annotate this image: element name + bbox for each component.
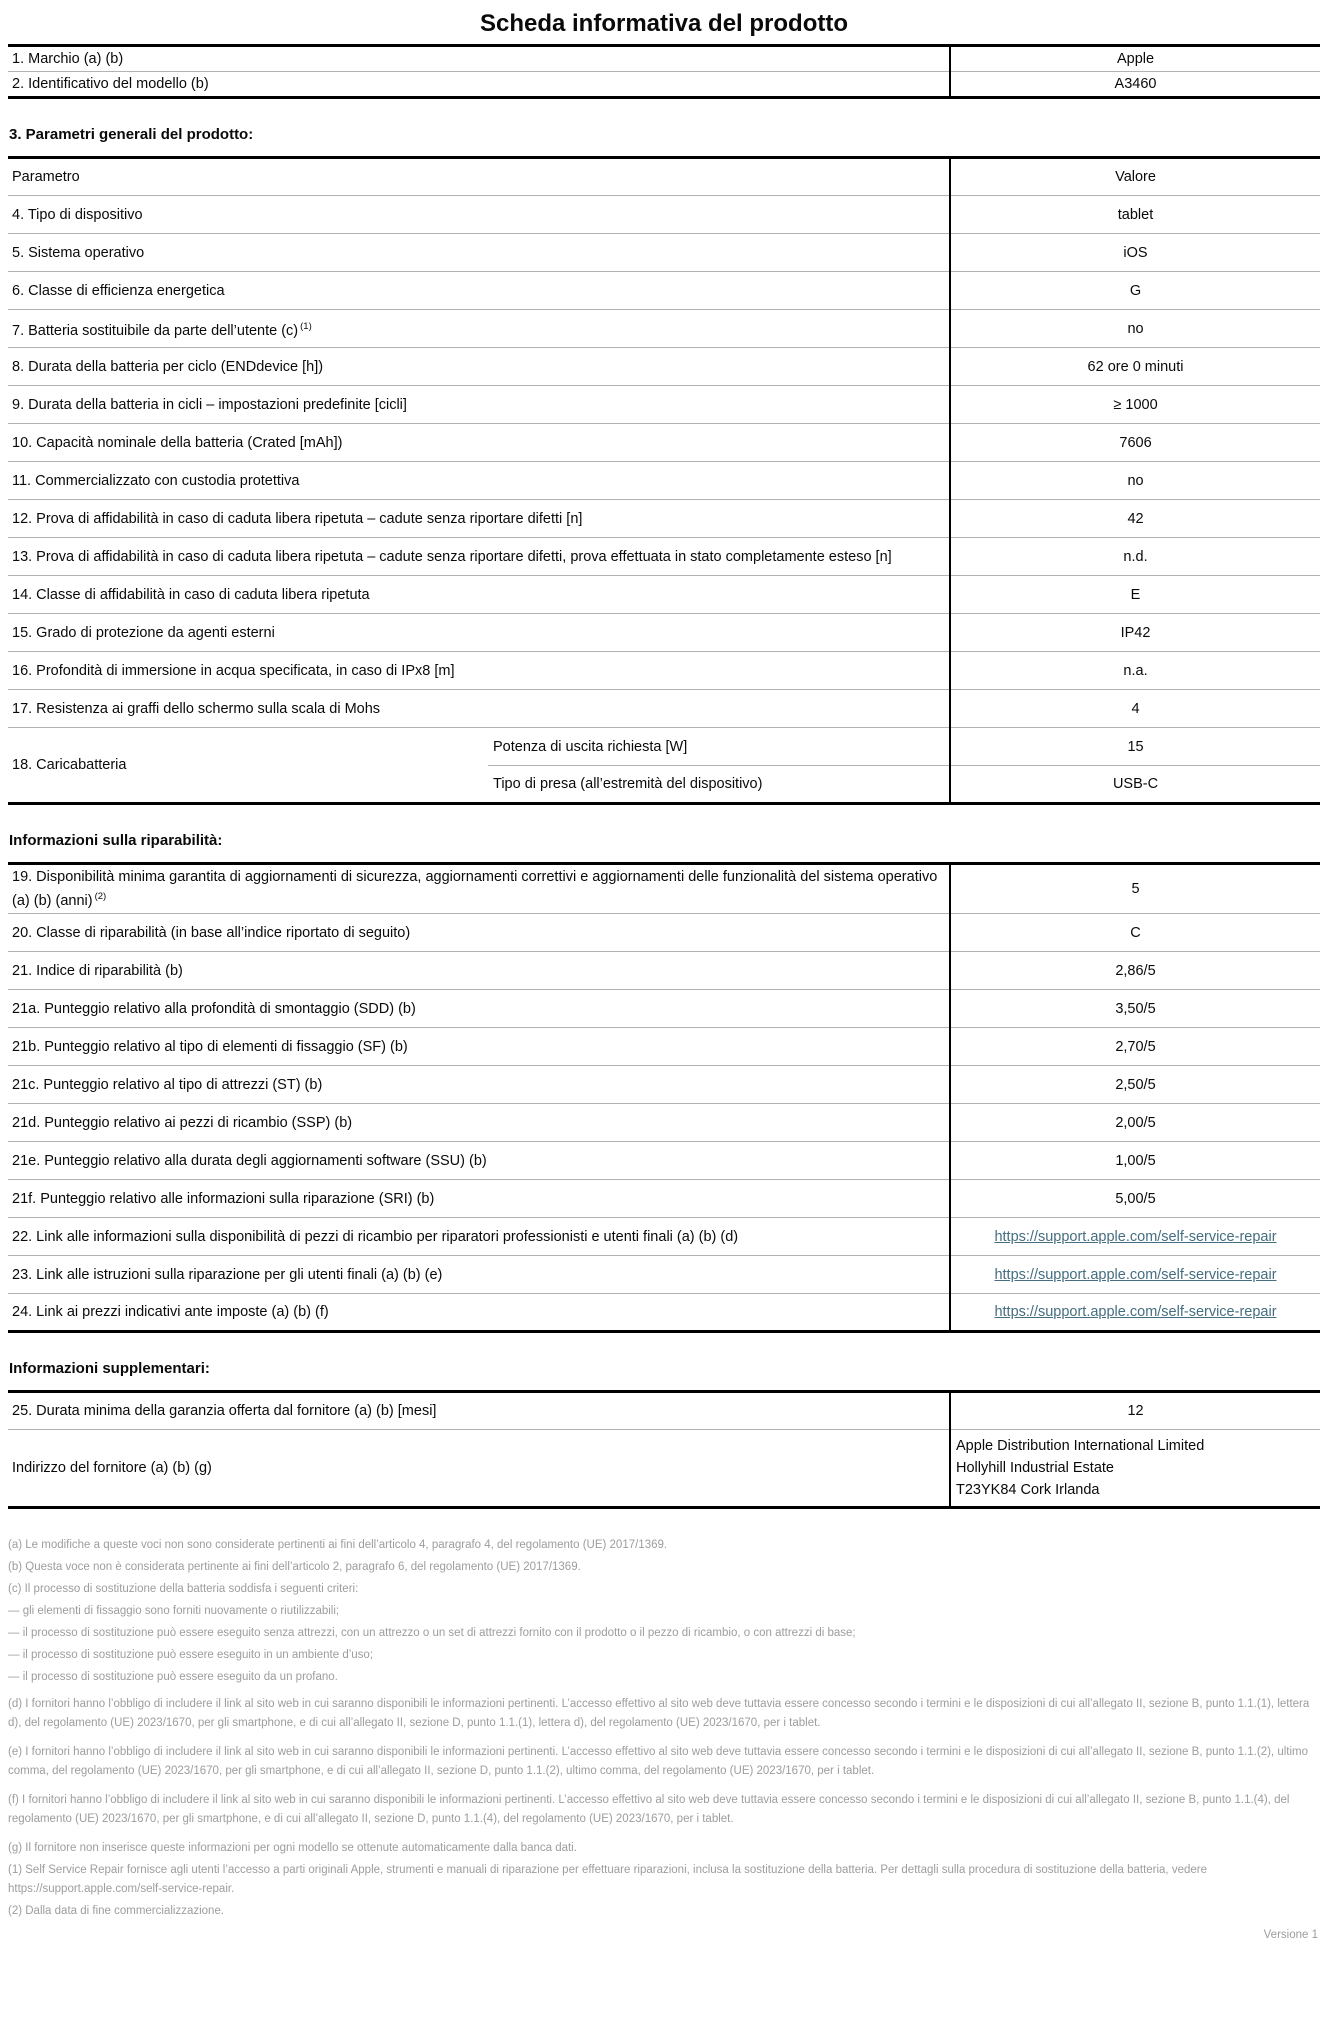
value-cell: [950, 462, 1320, 500]
param-cell: [8, 500, 950, 538]
param-cell: [8, 576, 950, 614]
footnote-text: (c) Il processo di sostituzione della batteria soddisfa i seguenti criteri:: [8, 1583, 359, 1596]
value-text: 1,00/5: [1115, 1152, 1156, 1169]
param-label: 25. Durata minima della garanzia offerta dal fornitore (a) (b) [mesi]: [12, 1403, 437, 1420]
table-row: [8, 72, 1320, 98]
sub-param-cell: [488, 766, 950, 804]
footnote: [8, 1624, 1320, 1643]
table-row: [8, 424, 1320, 462]
footnote-text: — il processo di sostituzione può essere eseguito in un ambiente d’uso;: [8, 1649, 374, 1662]
param-label: 21c. Punteggio relativo al tipo di attrezzi (ST) (b): [12, 1076, 323, 1093]
value-cell: [950, 538, 1320, 576]
general-parameters-table: [8, 156, 1320, 805]
footnote-text: (2) Dalla data di fine commercializzazione.: [8, 1905, 225, 1918]
footnotes-block: [8, 1536, 1320, 1921]
sub-param-label: Potenza di uscita richiesta [W]: [493, 738, 688, 755]
table-row: [8, 462, 1320, 500]
footnote-text: — gli elementi di fissaggio sono forniti nuovamente o riutilizzabili;: [8, 1605, 340, 1618]
param-label: 20. Classe di riparabilità (in base all’indice riportato di seguito): [12, 924, 411, 941]
value-cell: [950, 386, 1320, 424]
table-row: [8, 500, 1320, 538]
table-row: [8, 310, 1320, 348]
value-cell: [950, 310, 1320, 348]
value-cell: [950, 1430, 1320, 1508]
value-cell: [950, 46, 1320, 72]
value-text: no: [1127, 472, 1144, 489]
param-label: 8. Durata della batteria per ciclo (ENDdevice [h]): [12, 358, 324, 375]
param-cell: [8, 386, 950, 424]
table-row: [8, 1392, 1320, 1430]
value-text: 3,50/5: [1115, 1000, 1156, 1017]
param-cell: [8, 914, 950, 952]
value-text: 2,00/5: [1115, 1114, 1156, 1131]
param-label: 21e. Punteggio relativo alla durata degli aggiornamenti software (SSU) (b): [12, 1152, 487, 1169]
value-text: ≥ 1000: [1113, 396, 1158, 413]
param-label: 4. Tipo di dispositivo: [12, 206, 143, 223]
param-label: 11. Commercializzato con custodia protettiva: [12, 472, 300, 489]
value-text: 12: [1127, 1403, 1144, 1420]
footnote-text: — il processo di sostituzione può essere eseguito senza attrezzi, con un attrezzo o un set di attrezzi fornito con il prodotto o il pezzo di ricambio, o con attrezzi di base;: [8, 1627, 856, 1640]
param-cell: [8, 348, 950, 386]
value-cell: [950, 576, 1320, 614]
footnote: [8, 1861, 1320, 1899]
param-label: 21b. Punteggio relativo al tipo di elementi di fissaggio (SF) (b): [12, 1038, 408, 1055]
value-text: Valore: [1115, 169, 1156, 186]
value-text: 5: [1131, 881, 1140, 898]
value-text: 7606: [1119, 434, 1152, 451]
sub-param-cell: [488, 728, 950, 766]
value-cell: [950, 348, 1320, 386]
footnote: [8, 1602, 1320, 1621]
param-cell: [8, 272, 950, 310]
value-text: A3460: [1114, 76, 1157, 93]
param-cell: [8, 196, 950, 234]
page-title: Scheda informativa del prodotto: [479, 10, 849, 37]
value-cell: [950, 1294, 1320, 1332]
param-cell: [8, 952, 950, 990]
param-cell: [8, 1256, 950, 1294]
value-text: iOS: [1123, 244, 1148, 261]
table-row: [8, 272, 1320, 310]
value-cell: [950, 690, 1320, 728]
param-cell: [8, 310, 950, 348]
value-text: n.d.: [1123, 548, 1148, 565]
footnote: [8, 1743, 1320, 1781]
param-label: 16. Profondità di immersione in acqua specificata, in caso di IPx8 [m]: [12, 662, 455, 679]
table-row: [8, 158, 1320, 196]
value-cell: [950, 500, 1320, 538]
table-row: [8, 914, 1320, 952]
product-info-sheet: [0, 11, 1328, 1941]
param-cell: [8, 234, 950, 272]
value-cell: [950, 1218, 1320, 1256]
footnote-text: (b) Questa voce non è considerata pertinente ai fini dell’articolo 2, paragrafo 6, del regolamento (UE) 2017/1369.: [8, 1561, 581, 1574]
value-text: 2,50/5: [1115, 1076, 1156, 1093]
support-repair-link[interactable]: https://support.apple.com/self-service-repair: [994, 1228, 1277, 1245]
table-row: [8, 652, 1320, 690]
param-cell: [8, 1104, 950, 1142]
table-row: [8, 46, 1320, 72]
table-row: [8, 196, 1320, 234]
param-cell: [8, 1392, 950, 1430]
param-cell: [8, 1028, 950, 1066]
table-row: [8, 576, 1320, 614]
sub-param-label: Tipo di presa (all’estremità del dispositivo): [493, 776, 763, 793]
value-cell: [950, 952, 1320, 990]
footnote: [8, 1695, 1320, 1733]
table-row-charger: [8, 728, 1320, 766]
footnote: [8, 1536, 1320, 1555]
param-label: 13. Prova di affidabilità in caso di caduta libera ripetuta – cadute senza riportare difetti, prova effettuata in stato completamente esteso [n]: [12, 548, 892, 565]
value-text: IP42: [1120, 624, 1151, 641]
table-row: [8, 1142, 1320, 1180]
support-repair-link[interactable]: https://support.apple.com/self-service-repair: [994, 1266, 1277, 1283]
table-row: [8, 690, 1320, 728]
value-text: Apple: [1116, 51, 1155, 68]
value-text: 2,70/5: [1115, 1038, 1156, 1055]
param-label: 22. Link alle informazioni sulla disponibilità di pezzi di ricambio per riparatori professionisti e utenti finali (a) (b) (d): [12, 1228, 739, 1245]
value-text: E: [1130, 586, 1141, 603]
footnote-text: — il processo di sostituzione può essere eseguito da un profano.: [8, 1671, 338, 1684]
table-row: [8, 864, 1320, 914]
value-cell: [950, 990, 1320, 1028]
param-label: Indirizzo del fornitore (a) (b) (g): [12, 1460, 212, 1477]
table-row: [8, 1256, 1320, 1294]
value-cell: [950, 1392, 1320, 1430]
param-label: 5. Sistema operativo: [12, 244, 145, 261]
value-cell: [950, 1028, 1320, 1066]
footnote: [8, 1902, 1320, 1921]
footnote-text: (1) Self Service Repair fornisce agli utenti l’accesso a parti originali Apple, strumenti e manuali di riparazione per effettuare riparazioni, inclusa la sostituzione della batteria. Per dettagli sulla procedura di sostituzione della batteria, vedere https://support.apple.com/self-service-repair.: [8, 1864, 1207, 1896]
param-label: 10. Capacità nominale della batteria (Crated [mAh]): [12, 434, 343, 451]
param-label: Parametro: [12, 169, 80, 186]
repairability-table: [8, 862, 1320, 1333]
footnote-text: (g) Il fornitore non inserisce queste informazioni per ogni modello se ottenute automaticamente dalla banca dati.: [8, 1842, 577, 1855]
value-cell: [950, 234, 1320, 272]
table-row: [8, 1066, 1320, 1104]
param-cell: [8, 864, 950, 914]
param-label: 15. Grado di protezione da agenti esterni: [12, 624, 275, 641]
value-cell: [950, 424, 1320, 462]
value-text: tablet: [1117, 206, 1154, 223]
param-cell: [8, 990, 950, 1028]
param-label: 6. Classe di efficienza energetica: [12, 282, 225, 299]
value-cell: [950, 272, 1320, 310]
table-row: [8, 1028, 1320, 1066]
table-row: [8, 1218, 1320, 1256]
param-cell: [8, 462, 950, 500]
table-row: [8, 1104, 1320, 1142]
value-text: n.a.: [1123, 662, 1148, 679]
value-text: 15: [1127, 738, 1144, 755]
param-label: 19. Disponibilità minima garantita di aggiornamenti di sicurezza, aggiornamenti correttivi e aggiornamenti delle funzionalità del sistema operativo (a) (b) (anni): [12, 869, 938, 910]
value-cell: [950, 914, 1320, 952]
footnote-text: (f) I fornitori hanno l’obbligo di includere il link al sito web in cui saranno disponibili le informazioni pertinenti. L’accesso effettivo al sito web deve tuttavia essere concesso secondo i termini e le disposizioni di cui all’allegato II, sezione B, punto 1.1.(4), del regolamento (UE) 2023/1670, per gli smartphone, e di cui all’allegato II, sezione D, punto 1.1.(4), del regolamento (UE) 2023/1670, per i tablet.: [8, 1794, 1290, 1826]
value-cell: [950, 1256, 1320, 1294]
param-label: 14. Classe di affidabilità in caso di caduta libera ripetuta: [12, 586, 370, 603]
param-cell: [8, 728, 488, 804]
param-label: 21f. Punteggio relativo alle informazioni sulla riparazione (SRI) (b): [12, 1190, 435, 1207]
footnote: [8, 1839, 1320, 1858]
section-general-heading: 3. Parametri generali del prodotto:: [9, 126, 254, 144]
value-cell: [950, 864, 1320, 914]
value-text: 2,86/5: [1115, 962, 1156, 979]
table-row: [8, 1430, 1320, 1508]
value-text: 4: [1131, 700, 1140, 717]
param-cell: [8, 538, 950, 576]
param-cell: [8, 158, 950, 196]
footnote: [8, 1791, 1320, 1829]
footnote-ref: (1): [300, 320, 312, 332]
value-cell: [950, 728, 1320, 766]
value-text: 62 ore 0 minuti: [1087, 358, 1184, 375]
param-label: 21. Indice di riparabilità (b): [12, 962, 183, 979]
value-text: G: [1129, 282, 1142, 299]
param-label: 18. Caricabatteria: [12, 757, 127, 774]
section-supplementary-heading: Informazioni supplementari:: [9, 1360, 210, 1378]
table-row: [8, 234, 1320, 272]
table-row: [8, 348, 1320, 386]
param-cell: [8, 424, 950, 462]
address-line: Hollyhill Industrial Estate: [956, 1460, 1114, 1477]
param-label: 7. Batteria sostituibile da parte dell’utente (c): [12, 322, 299, 339]
version-label: Versione 1: [1263, 1929, 1318, 1942]
section-repairability-heading: Informazioni sulla riparabilità:: [9, 832, 223, 850]
value-text: USB-C: [1112, 776, 1159, 793]
param-cell: [8, 614, 950, 652]
value-cell: [950, 652, 1320, 690]
value-cell: [950, 1180, 1320, 1218]
table-row: [8, 386, 1320, 424]
footnote: [8, 1668, 1320, 1687]
footnote: [8, 1558, 1320, 1577]
identification-table: [8, 44, 1320, 99]
value-cell: [950, 196, 1320, 234]
table-row: [8, 990, 1320, 1028]
footnote-ref: (2): [94, 891, 107, 903]
param-label: 21a. Punteggio relativo alla profondità di smontaggio (SDD) (b): [12, 1000, 416, 1017]
param-label: 12. Prova di affidabilità in caso di caduta libera ripetuta – cadute senza riportare difetti [n]: [12, 510, 583, 527]
param-cell: [8, 46, 950, 72]
footnote: [8, 1580, 1320, 1599]
param-label: 24. Link ai prezzi indicativi ante imposte (a) (b) (f): [12, 1304, 329, 1321]
table-row: [8, 1180, 1320, 1218]
address-line: Apple Distribution International Limited: [956, 1438, 1205, 1455]
value-cell: [950, 72, 1320, 98]
support-repair-link[interactable]: https://support.apple.com/self-service-repair: [994, 1304, 1277, 1321]
param-cell: [8, 652, 950, 690]
param-cell: [8, 690, 950, 728]
footnote: [8, 1646, 1320, 1665]
value-cell: [950, 1066, 1320, 1104]
footnote-text: (e) I fornitori hanno l’obbligo di includere il link al sito web in cui saranno disponibili le informazioni pertinenti. L’accesso effettivo al sito web deve tuttavia essere concesso secondo i termini e le disposizioni di cui all’allegato II, sezione B, punto 1.1.(2), ultimo comma, del regolamento (UE) 2023/1670, per gli smartphone, e di cui all’allegato II, sezione D, punto 1.1.(2), ultimo comma, del regolamento (UE) 2023/1670, per i tablet.: [8, 1746, 1308, 1778]
table-row: [8, 952, 1320, 990]
param-cell: [8, 1218, 950, 1256]
value-cell: [950, 766, 1320, 804]
param-label: 2. Identificativo del modello (b): [12, 76, 209, 93]
param-label: 17. Resistenza ai graffi dello schermo sulla scala di Mohs: [12, 700, 381, 717]
param-label: 23. Link alle istruzioni sulla riparazione per gli utenti finali (a) (b) (e): [12, 1266, 443, 1283]
param-cell: [8, 1294, 950, 1332]
supplementary-table: [8, 1390, 1320, 1509]
table-row: [8, 614, 1320, 652]
value-text: 5,00/5: [1115, 1190, 1156, 1207]
value-cell: [950, 614, 1320, 652]
param-label: 1. Marchio (a) (b): [12, 51, 124, 68]
param-cell: [8, 72, 950, 98]
param-label: 9. Durata della batteria in cicli – impostazioni predefinite [cicli]: [12, 396, 407, 413]
value-text: 42: [1127, 510, 1144, 527]
param-label: 21d. Punteggio relativo ai pezzi di ricambio (SSP) (b): [12, 1114, 353, 1131]
param-cell: [8, 1066, 950, 1104]
param-cell: [8, 1430, 950, 1508]
footnote-text: (d) I fornitori hanno l’obbligo di includere il link al sito web in cui saranno disponibili le informazioni pertinenti. L’accesso effettivo al sito web deve tuttavia essere concesso secondo i termini e le disposizioni di cui all’allegato II, sezione B, punto 1.1.(1), lettera d), del regolamento (UE) 2023/1670, per gli smartphone, e di cui all’allegato II, sezione D, punto 1.1.(1), lettera d), del regolamento (UE) 2023/1670, per i tablet.: [8, 1698, 1310, 1730]
param-cell: [8, 1180, 950, 1218]
value-cell: [950, 1142, 1320, 1180]
footnote-text: (a) Le modifiche a queste voci non sono considerate pertinenti ai fini dell’articolo 4, paragrafo 4, del regolamento (UE) 2017/1369.: [8, 1539, 668, 1552]
table-row: [8, 538, 1320, 576]
value-text: C: [1130, 924, 1141, 941]
value-cell: [950, 1104, 1320, 1142]
value-text: no: [1127, 320, 1144, 337]
value-cell: [950, 158, 1320, 196]
address-line: T23YK84 Cork Irlanda: [956, 1482, 1100, 1499]
param-cell: [8, 1142, 950, 1180]
table-row: [8, 1294, 1320, 1332]
